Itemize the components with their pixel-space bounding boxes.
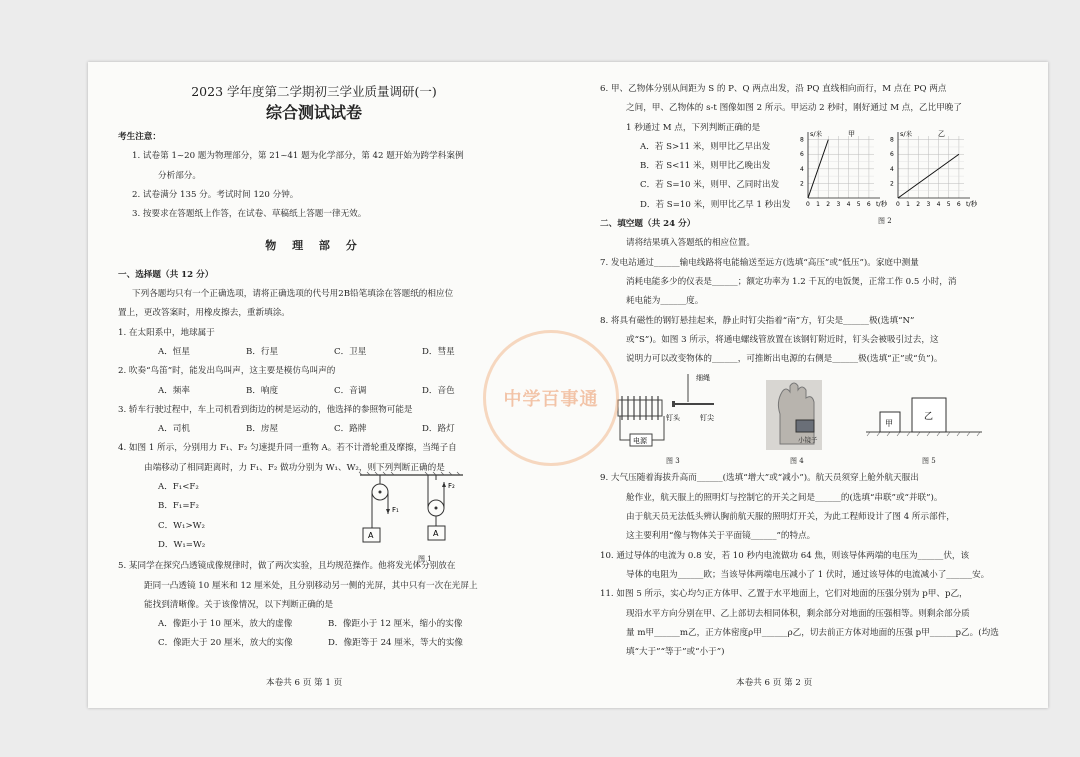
cube-label-yi: 乙 [924,412,934,422]
question-stem: 量 m甲______m乙，正方体密度ρ甲______ρ乙，切去前正方体对地面的压强 p甲______p乙。(均选 [626,627,999,638]
option: B．若 S<11 米，则甲比乙晚出发 [640,161,771,172]
x-tick-label: 4 [846,201,851,208]
option: D．彗星 [422,346,455,357]
st-chart-jia [796,128,886,210]
question-stem: 1 秒通过 M 点，下列判断正确的是 [626,122,761,133]
x-tick-label: 3 [836,201,841,208]
exam-subtitle: 2023 学年度第二学期初三学业质量调研(一) [191,84,437,99]
option: D．音色 [422,385,455,396]
option: C．像距大于 20 厘米，放大的实像 [158,638,293,649]
option: A．若 S>11 米，则甲比乙早出发 [640,141,771,152]
question-stem: 10. 通过导体的电流为 0.8 安，若 10 秒内电流做功 64 焦，则该导体两端的电压为______伏，该 [600,550,970,561]
page-footer: 本卷共 6 页 第 2 页 [736,678,813,688]
x-tick-label: 5 [856,201,861,208]
x-tick-label: 1 [816,201,820,208]
question-stem: 8. 将具有磁性的钢钉悬挂起来，静止时钉尖指着“南”方，钉尖是______极(选填“N” [600,315,915,326]
st-chart-yi [886,128,994,210]
y-tick-label: 2 [800,180,804,188]
question-options [118,615,510,634]
cube-label-jia: 甲 [885,419,893,428]
option: B．房屋 [246,424,279,435]
right-page [600,62,1000,708]
question-stem: 5. 某同学在探究凸透镜成像规律时，做了两次实验，且均规范操作。他将发光体分别放在 [118,561,456,572]
notice-line: 分析部分。 [158,170,201,181]
nail-tip-label: 钉尖 [700,414,714,422]
notice-label: 考生注意： [118,132,161,142]
section-title: 物 理 部 分 [265,239,363,253]
nail-head-label: 钉头 [666,414,680,422]
question-stem: 2. 吹奏“鸟笛”时，能发出鸟叫声，这主要是模仿鸟叫声的 [118,366,336,377]
x-tick-label: 2 [916,201,921,208]
exam-title: 综合测试试卷 [265,103,362,122]
question-stem: 4. 如图 1 所示，分别用力 F₁、F₂ 匀速提升同一重物 A。若不计滑轮重及摩擦，当绳子自 [118,443,457,454]
chart-title: 甲 [848,130,855,138]
power-label: 电源 [633,437,647,445]
y-tick-label: 4 [800,165,804,173]
part1-intro: 下列各题均只有一个正确选项，请将正确选项的代号用2B铅笔填涂在答题纸的相应位 [132,289,454,300]
question-stem: 说明力可以改变物体的______，可推断出电源的右侧是______极(选填“正”或“负”)。 [626,354,943,365]
x-axis-label: t/秒 [876,200,888,208]
left-page [118,62,510,708]
watermark-text: 中学百事通 [503,389,599,410]
y-axis-label: s/米 [900,130,913,138]
block-label: A [368,531,374,540]
x-tick-label: 4 [936,201,941,208]
figure-caption: 图 1 [418,555,432,563]
part1-intro: 置上，更改答案时，用橡皮擦去，重新填涂。 [118,308,290,319]
x-axis-label: t/秒 [966,200,978,208]
notice-line: 1. 试卷第 1~20 题为物理部分，第 21~41 题为化学部分，第 42 题开始为跨学科案例 [132,151,464,162]
y-tick-label: 8 [800,136,804,144]
y-axis-label: s/米 [810,130,823,138]
option: D．W₁=W₂ [158,539,206,550]
thread-label: 细绳 [696,374,710,382]
option: A．司机 [158,424,190,435]
question-stem: 由端移动了相同距离时，力 F₁、F₂ 做功分别为 W₁、W₂，则下列判断正确的是 [144,462,445,473]
y-tick-label: 8 [890,136,894,144]
x-tick-label: 0 [896,201,900,208]
question-stem: 9. 大气压随着海拔升高而______(选填“增大”或“减小”)。航天员须穿上舱外航天服出 [600,473,919,484]
question-options [118,382,510,401]
option: A．恒星 [158,346,190,357]
question-stem: 能找到清晰像。关于该像情况，以下判断正确的是 [144,599,334,610]
question-stem: 11. 如图 5 所示，实心均匀正方体甲、乙置于水平地面上，它们对地面的压强分别为 p甲、p乙， [600,589,968,600]
option: C．音调 [334,385,367,396]
option: D．像距等于 24 厘米，等大的实像 [328,638,464,649]
question-stem: 1. 在太阳系中，地球属于 [118,327,215,338]
question-stem: 导体的电阻为______欧；当该导体两端电压减小了 1 伏时，通过该导体的电流减小了______安。 [626,569,990,580]
question-options [118,420,510,439]
solenoid-figure [614,372,734,454]
option: B．F₁=F₂ [158,501,199,512]
block-label: A [433,529,439,538]
x-tick-label: 6 [956,201,961,208]
option: C．W₁>W₂ [158,520,205,531]
mirror-label: 小镜子 [798,436,818,444]
option: B．像距小于 12 厘米，缩小的实像 [328,619,463,630]
cubes-figure [864,392,984,436]
figure-caption: 图 2 [878,217,892,225]
question-stem: 6. 甲、乙物体分别从间距为 S 的 P、Q 两点出发，沿 PQ 直线相向而行，M 点在 PQ 两点 [600,84,947,94]
chart-title: 乙 [938,130,945,138]
x-tick-label: 1 [906,201,910,208]
option: A．F₁<F₂ [158,482,199,493]
question-stem: 舱作业，航天服上的照明灯与控制它的开关之间是______的(选填“串联”或“并联”)。 [626,492,943,503]
part2-intro: 请将结果填入答题纸的相应位置。 [626,238,755,249]
option: A．像距小于 10 厘米，放大的虚像 [158,619,293,630]
question-stem: 耗电能为______度。 [626,296,704,307]
question-stem: 填“大于”“等于”或“小于”) [626,647,725,658]
y-tick-label: 6 [800,151,804,159]
option: C．卫星 [334,346,367,357]
x-tick-label: 2 [826,201,831,208]
question-stem: 消耗电能多少的仪表是______；额定功率为 1.2 千瓦的电饭煲，正常工作 0.5 小时，消 [626,276,957,287]
option: D．若 S=10 米，则甲比乙早 1 秒出发 [640,199,791,210]
option: D．路灯 [422,424,455,435]
question-options [118,343,510,362]
glove-mirror-figure [766,380,822,450]
question-stem: 由于航天员无法低头辨认胸前航天服的照明灯开关，为此工程师设计了图 4 所示部件， [626,512,955,523]
y-tick-label: 6 [890,151,894,159]
watermark-stamp [483,330,619,466]
option: C．若 S=10 米，则甲、乙同时出发 [640,180,780,191]
pulley-figure [358,472,468,552]
question-stem: 现沿水平方向分别在甲、乙上部切去相同体积，剩余部分对地面的压强相等。则剩余部分质 [626,608,970,619]
x-tick-label: 5 [946,201,951,208]
option: B．响度 [246,385,279,396]
option: B．行星 [246,346,279,357]
part1-heading: 一、选择题（共 12 分） [118,269,214,280]
option: C．路牌 [334,424,367,435]
force-label-f2: F₂ [448,482,455,490]
notice-line: 2. 试卷满分 135 分。考试时间 120 分钟。 [132,189,299,200]
question-stem: 3. 轿车行驶过程中，车上司机看到街边的树是运动的，他选择的参照物可能是 [118,404,413,415]
question-stem: 或“S”)。如图 3 所示，将通电螺线管放置在该钢钉附近时，钉头会被吸引过去，这 [626,334,939,345]
exam-sheet [88,62,1048,708]
page-footer: 本卷共 6 页 第 1 页 [266,678,343,688]
x-tick-label: 6 [866,201,871,208]
notice-line: 3. 按要求在答题纸上作答，在试卷、草稿纸上答题一律无效。 [132,209,367,220]
question-stem: 距同一凸透镜 10 厘米和 12 厘米处，且分别移动另一侧的光屏，其中只有一次在光屏上 [144,580,478,591]
figure-caption: 图 3 [666,457,680,465]
force-label-f1: F₁ [392,506,399,514]
question-stem: 之间，甲、乙物体的 s-t 图像如图 2 所示。甲运动 2 秒时，刚好通过 M 点，乙比甲晚了 [626,103,962,114]
question-stem: 7. 发电站通过______输电线路将电能输送至远方(选填“高压”或“低压”)。家庭中测量 [600,257,919,268]
y-tick-label: 4 [890,165,894,173]
part2-heading: 二、填空题（共 24 分） [600,219,696,230]
question-stem: 这主要利用“像与物体关于平面镜______”的特点。 [626,531,816,542]
question-options [118,634,510,653]
x-tick-label: 3 [926,201,931,208]
y-tick-label: 2 [890,180,894,188]
option: A．频率 [158,385,190,396]
x-tick-label: 0 [806,201,810,208]
figure-caption: 图 4 [790,457,804,465]
figure-caption: 图 5 [922,457,936,465]
